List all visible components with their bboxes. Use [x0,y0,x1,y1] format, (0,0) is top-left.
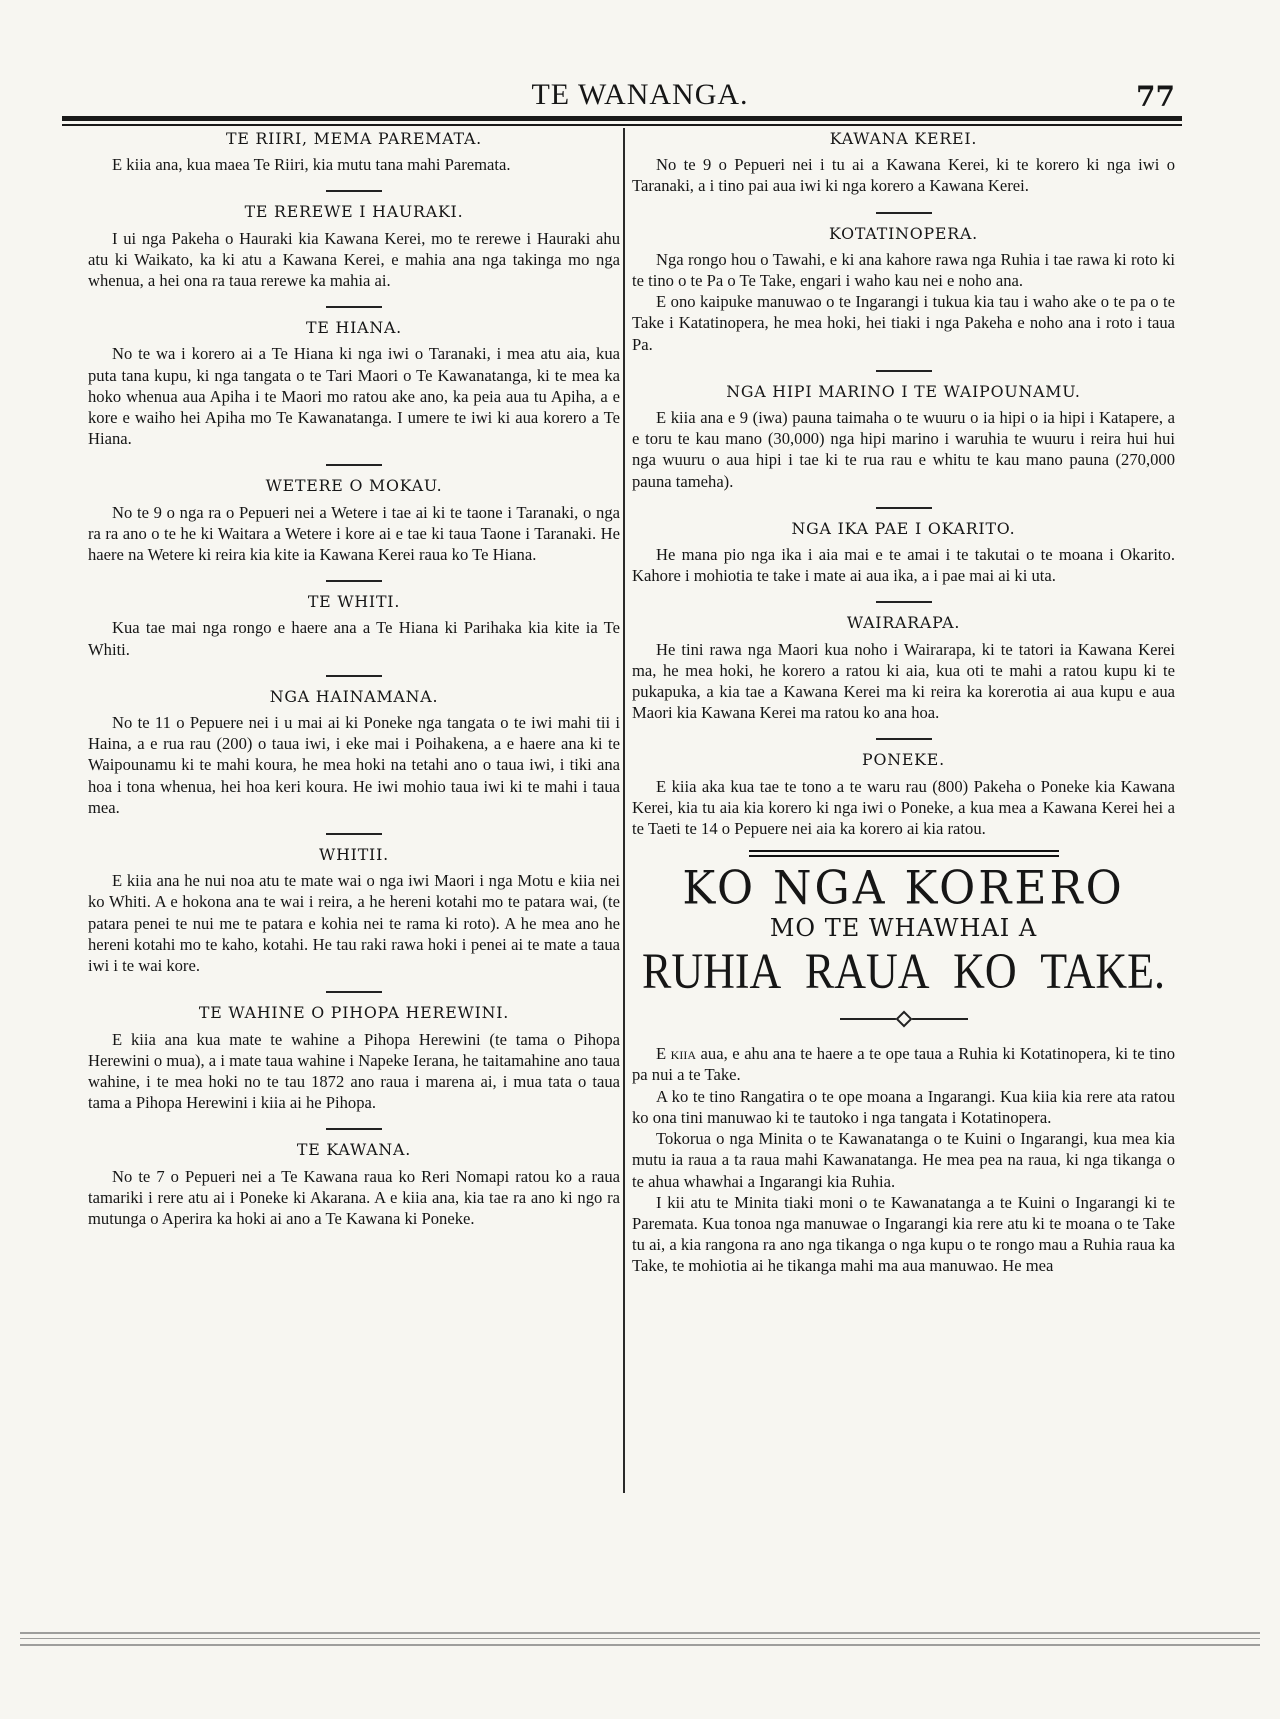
feature-headline-word: TAKE. [1040,943,1165,1000]
article-te-riiri [88,128,620,175]
article-body: E kiia ana, kua maea Te Riiri, kia mutu tana mahi Paremata. [112,155,511,175]
article-te-kawana [88,1139,620,1229]
article-body: Kua tae mai nga rongo e haere ana a Te Hiana ki Parihaka kia kite ia Te Whiti. [88,618,620,659]
feature-double-rule [749,850,1059,857]
section-rule [876,212,932,214]
article-body: No te wa i korero ai a Te Hiana ki nga iwi o Taranaki, i mea atu aia, kua puta tana kupu, ki nga tangata o te Tari Maori o Te Kawanatanga, ki te mea ka hoko whenua aua Apiha i te Maori mo ratou ake ano, ka peia aua tu Apiha, a e kore e waiho hei Apiha mo Te Kawanatanga. I umere te iwi ki aua korero a Te Hiana. [88,344,620,449]
feature-headline-word: KO [953,943,1017,1000]
article-body: He tini rawa nga Maori kua noho i Wairarapa, ki te tatori ia Kawana Kerei ma, he mea hoki, he korero a ratou ki aia, kua oti te mahi a ratou kupu ki te pukapuka, a kia tae a Kawana Kerei ma ki reira ka korerotia ai aua kupu e aua Maori kia Kawana Kerei ma ratou ko ana hoa. [632,639,1175,723]
article-te-hiana [88,317,620,449]
article-body: E kiia aka kua tae te tono a te waru rau (800) Pakeha o Poneke kia Kawana Kerei, kia tu aia kia korero ki nga iwi o Poneke, a kua mea a Kawana Kerei hei a te Taeti te 14 o Pepuere nei aia ka korero ai kia ratou. [632,776,1175,839]
right-column [632,128,1175,1277]
article-wairarapa [632,612,1175,723]
section-rule [876,370,932,372]
header-rule-thick [62,116,1182,121]
article-heading: TE RIIRI, MEMA PAREMATA. [226,129,482,148]
feature-paragraph: Tokorua o nga Minita o te Kawanatanga o te Kuini o Ingarangi, kua mea kia mutu ia raua a ta raua mahi Kawanatanga. He mea pea na raua, ki nga tikanga o te ahua whawhai a Ingarangi kia Ruhia. [632,1129,1175,1191]
article-body: Nga rongo hou o Tawahi, e ki ana kahore rawa nga Ruhia i tae rawa ki roto ki te tino o te Pa o Te Take, engari i waho kau nei e noho ana. [632,249,1175,291]
feature-headline-line3 [632,944,1175,1002]
section-rule [326,675,382,677]
section-rule [326,580,382,582]
article-heading: KAWANA KEREI. [829,129,978,148]
masthead-title: TE WANANGA. [531,78,749,111]
feature-headline-word: RAUA [804,943,930,1000]
article-wetere [88,475,620,565]
article-te-wahine [88,1002,620,1113]
article-heading: KOTATINOPERA. [829,223,978,243]
feature-headline-line2: MO TE WHAWHAI A [769,914,1038,943]
feature-headline-line1: KO NGA KORERO [682,861,1125,916]
feature-paragraph: A ko te tino Rangatira o te ope moana a Ingarangi. Kua kiia kia rere ata ratou ko ona tini manuwao ki te tautoko i nga tangata i Kotatinopera. [632,1086,1175,1127]
section-rule [326,833,382,835]
diamond-icon [895,1011,912,1028]
article-whitii [88,844,620,976]
article-te-rerewe [88,201,620,291]
section-rule [876,601,932,603]
ornament-divider [632,1013,1175,1025]
article-nga-ika [632,518,1175,587]
article-heading: WHITII. [319,845,389,865]
page-number: 77 [1136,80,1175,113]
article-te-whiti [88,591,620,660]
article-body: He mana pio nga ika i aia mai e te amai i te takutai o te moana i Okarito. Kahore i mohiotia te take i mate ai aua ika, a i pae mai ai ki uta. [632,545,1175,586]
feature-headline [632,861,1175,1000]
feature-paragraph: E kiia aua, e ahu ana te haere a te ope taua a Ruhia ki Kotatinopera, ki te tino pa nui a te Take. [632,1044,1176,1085]
feature-article [632,1043,1175,1276]
feature-lead-smallcaps: E kiia [656,1044,697,1064]
feature-headline-word: RUHIA [642,943,782,1000]
section-rule [876,507,932,509]
article-heading: TE HIANA. [306,318,402,338]
feature-paragraph: I kii atu te Minita tiaki moni o te Kawanatanga a te Kuini o Ingarangi ki te Paremata. Kua tonoa nga manuwae o Ingarangi kia rere atu ki te moana o te Take tu ai, a kia rangona ra ano nga tikanga o nga kupu o te rongo mau a Ruhia raua ka Take, te mohiotia ai he tikanga mahi ma aua manuwao. He mea [632,1192,1175,1276]
article-body: E kiia ana e 9 (iwa) pauna taimaha o te wuuru o ia hipi o ia hipi i Katapere, a e toru te kau mano (30,000) nga hipi marino i waruhia te wuuru i reira hui hui nga wuuru o aua hipi i tae ki te rua rau e whitu te kau mano pauna (270,000 pauna tameha). [632,408,1175,491]
article-heading: NGA HAINAMANA. [269,686,439,706]
section-rule [326,991,382,993]
left-column [88,128,620,1229]
article-heading: TE KAWANA. [296,1140,412,1160]
article-heading: WAIRARAPA. [846,613,961,633]
section-rule [326,190,382,192]
article-body: No te 11 o Pepuere nei i u mai ai ki Poneke nga tangata o te iwi mahi tii i Haina, a e rua rau (200) o taua iwi, i eke mai i Poihakena, a e haere ana ki te Waipounamu ki te mahi koura, he mea hoki na tetahi ano o taua iwi, i tiki ana hoa i tona whenua, hei hoa keri koura. He iwi mohio taua iwi ki te mahi i taua mea. [88,713,620,817]
page-bottom-edge [0,1620,1280,1719]
section-rule [326,1128,382,1130]
masthead [0,78,1280,112]
section-rule [326,306,382,308]
article-body: No te 9 o nga ra o Pepueri nei a Wetere i tae ai ki te taone i Taranaki, o nga ra ra ano o te he ki Waitara a Wetere i kore ai e tae ki taua Taone i Taranaki. He haere na Wetere ki reira kia kite ia Kawana Kerei raua ko Te Hiana. [88,502,620,565]
article-body: E kiia ana kua mate te wahine a Pihopa Herewini (te tama o Pihopa Herewini o mua), a i mate taua wahine i Napeke Ierana, he taitamahine ano taua wahine, i te mea hoki no te tau 1872 ano raua i marena ai, i mua tata o taua tama a Pihopa Herewini i kiia ai he Pihopa. [88,1029,620,1113]
article-body-paragraph-2: E ono kaipuke manuwao o te Ingarangi i tukua kia tau i waho ake o te pa o te Take i Katatinopera, he mea hoki, hei tiaki i nga Pakeha e noho ana i roto i taua Pa. [632,292,1175,354]
article-nga-hainamana [88,686,620,818]
article-heading: PONEKE. [862,750,945,770]
article-heading: WETERE O MOKAU. [265,476,443,496]
article-heading: TE REREWE I HAURAKI. [244,202,464,222]
article-heading: TE WAHINE O PIHOPA HEREWINI. [198,1003,510,1023]
header-rule-thin [62,124,1182,126]
column-divider [623,128,625,1493]
article-poneke [632,749,1175,839]
article-heading: NGA HIPI MARINO I TE WAIPOUNAMU. [726,381,1081,401]
article-body: No te 9 o Pepueri nei i tu ai a Kawana Kerei, ki te korero ki nga iwi o Taranaki, a i tino pai aua iwi ki nga korero a Kawana Kerei. [632,155,1175,196]
article-body: E kiia ana he nui noa atu te mate wai o nga iwi Maori i nga Motu e kiia nei ko Whiti. A e hokona ana te wai i reira, a he hereni kotahi mo te patara wai, (te patara penei te nui me te patara e kohia nei te rama ki roto). A he mea ano he hereni kotahi mo te kaho, kotahi. He tau raki rawa hoki i penei ai te mate a taua iwi i te wai kore. [88,871,620,976]
article-kawana-kerei [632,128,1175,197]
article-kotatinopera [632,223,1175,355]
section-rule [876,738,932,740]
article-heading: NGA IKA PAE I OKARITO. [791,518,1016,538]
article-heading: TE WHITI. [307,592,401,612]
article-body: I ui nga Pakeha o Hauraki kia Kawana Kerei, mo te rerewe i Hauraki ahu atu ki Waikato, ka ki atu a Kawana Kerei, e mahia ana nga takinga mo nga whenua, a hei ona ra taua rerewe ka mahia ai. [88,228,620,291]
article-nga-hipi [632,381,1175,492]
article-body: No te 7 o Pepueri nei a Te Kawana raua ko Reri Nomapi ratou ko a raua tamariki i rere atu ai i Poneke ki Akarana. A e kiia ana, kia tae ra ano ki ngo ra mutunga o Aperira ka hoki ai ano a Te Kawana ki Poneke. [88,1166,620,1228]
section-rule [326,464,382,466]
